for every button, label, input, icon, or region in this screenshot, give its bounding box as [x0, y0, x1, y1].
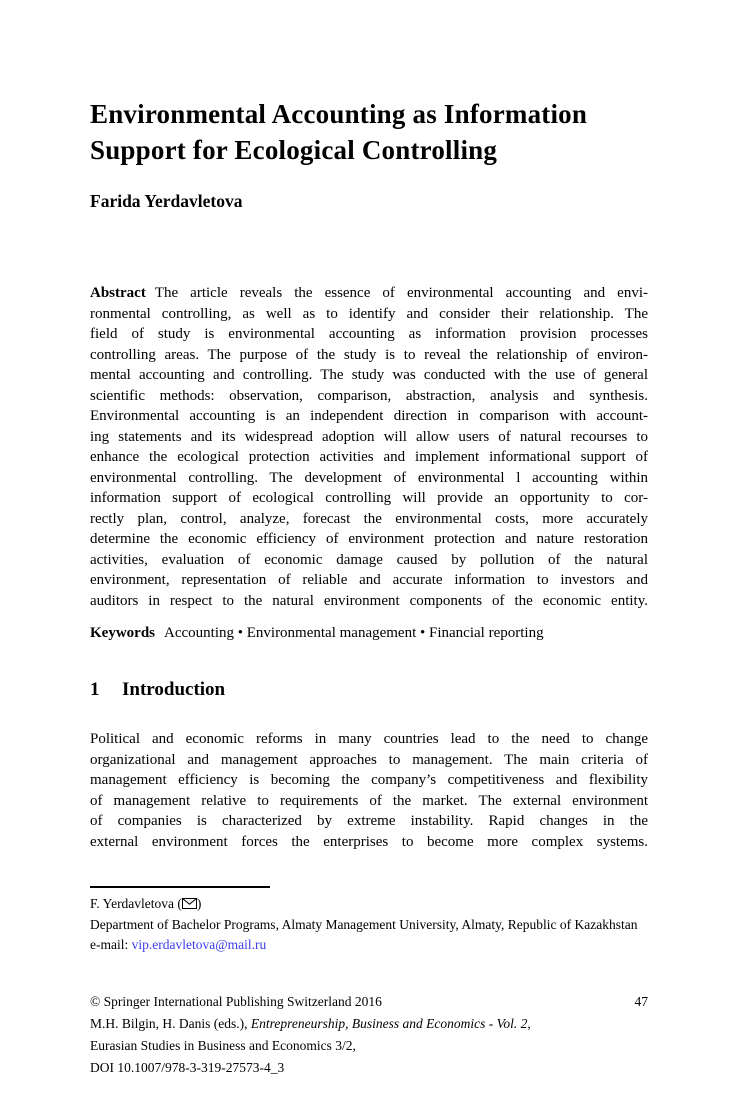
abstract-first-line-text: The article reveals the essence of environmental accounting and envi-	[154, 285, 648, 301]
text-line: management efficiency is becoming the company’s competitiveness and flexibility	[90, 772, 648, 788]
article-author: Farida Yerdavletova	[90, 191, 243, 211]
editors-text: M.H. Bilgin, H. Danis (eds.),	[90, 1016, 251, 1031]
text-line: external environment forces the enterprises to become more complex systems.	[90, 833, 648, 850]
text-line: of companies is characterized by extreme instability. Rapid changes in the	[90, 813, 648, 829]
text-line: activities, evaluation of economic damage caused by pollution of the natural	[90, 551, 648, 568]
email-link[interactable]: vip.erdavletova@mail.ru	[131, 937, 267, 952]
page-number: 47	[634, 994, 648, 1009]
book-title-suffix: ,	[527, 1016, 531, 1031]
footnote-affiliation: Department of Bachelor Programs, Almaty Management University, Almaty, Republic of Kazakhstan	[90, 916, 638, 932]
footnote-email-line	[90, 935, 648, 956]
text-line: mental accounting and controlling. The study was conducted with the use of general	[90, 367, 648, 383]
editors-line	[90, 1013, 648, 1035]
copyright-text: © Springer International Publishing Switzerland 2016	[90, 994, 382, 1009]
footnote-author-prefix: F. Yerdavletova (	[90, 896, 182, 911]
section-number: 1	[90, 679, 100, 700]
keywords-label: Keywords	[90, 625, 155, 641]
envelope-icon	[182, 898, 197, 909]
text-line: scientific methods: observation, comparison, abstraction, analysis and synthesis.	[90, 387, 648, 404]
text-line: environmental controlling. The development of environmental l accounting within	[90, 469, 648, 486]
abstract-lines	[90, 304, 648, 612]
text-line: Environmental accounting is an independent direction in comparison with account-	[90, 408, 648, 424]
article-title-line1: Environmental Accounting as Information	[90, 99, 588, 129]
article-title-line2: Support for Ecological Controlling	[90, 135, 498, 165]
email-label: e-mail:	[90, 937, 132, 952]
abstract-first-line	[90, 283, 648, 304]
footnote-author-suffix: )	[196, 896, 202, 911]
abstract-label: Abstract	[90, 285, 146, 301]
doi-line: DOI 10.1007/978-3-319-27573-4_3	[90, 1060, 285, 1075]
article-title	[90, 96, 648, 168]
text-line: determine the economic efficiency of environment protection and nature restoration	[90, 531, 648, 547]
book-title: Entrepreneurship, Business and Economics - Vol. 2	[250, 1016, 528, 1031]
keywords-text: Accounting • Environmental management • Financial reporting	[164, 625, 544, 641]
intro-paragraph	[90, 729, 648, 852]
section-heading	[90, 679, 648, 701]
text-line: rectly plan, control, analyze, forecast the environmental costs, more accurately	[90, 510, 648, 527]
keywords-line	[90, 625, 648, 642]
abstract-paragraph	[90, 283, 648, 611]
text-line: ing statements and its widespread adoption will allow users of natural recourses to	[90, 428, 648, 445]
footnote-divider	[90, 886, 270, 888]
text-line: organizational and management approaches to management. The main criteria of	[90, 751, 648, 768]
text-line: field of study is environmental accounting as information provision processes	[90, 326, 648, 342]
imprint-block	[90, 991, 648, 1079]
text-line: controlling areas. The purpose of the study is to reveal the relationship of environ-	[90, 346, 648, 363]
copyright-line	[90, 991, 648, 1013]
text-line: Political and economic reforms in many countries lead to the need to change	[90, 731, 648, 747]
text-line: information support of ecological controlling will provide an opportunity to cor-	[90, 490, 648, 506]
footnote-author-line	[90, 894, 648, 915]
footnote-block	[90, 894, 648, 956]
text-line: enhance the ecological protection activities and implement informational support of	[90, 449, 648, 465]
text-line: environment, representation of reliable and accurate information to investors and	[90, 572, 648, 588]
text-line: auditors in respect to the natural environment components of the economic entity.	[90, 592, 648, 609]
text-line: ronmental controlling, as well as to identify and consider their relationship. The	[90, 305, 648, 322]
text-line: of management relative to requirements of the market. The external environment	[90, 792, 648, 809]
series-line: Eurasian Studies in Business and Economics 3/2,	[90, 1038, 356, 1053]
section-title: Introduction	[122, 679, 226, 700]
